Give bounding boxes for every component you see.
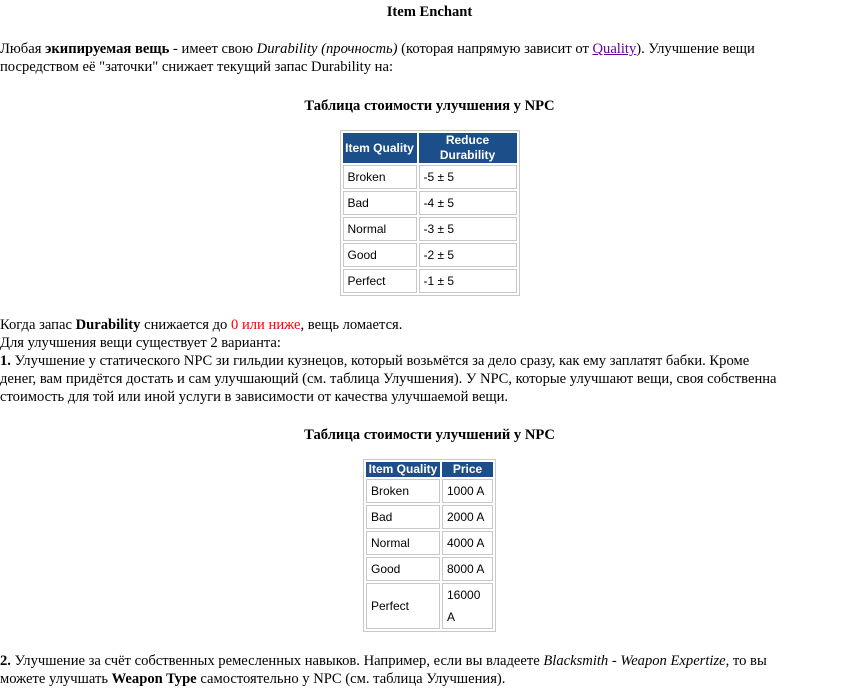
mid-paragraph [0, 316, 859, 406]
table-row [366, 479, 493, 503]
mid-line-2: Для улучшения вещи существует 2 варианта: [0, 335, 281, 351]
end-paragraph [0, 652, 859, 688]
table2-caption: Таблица стоимости улучшений у NPC [304, 427, 555, 443]
article [0, 3, 859, 688]
page-title: Item Enchant [386, 4, 473, 20]
table-cell: -2 ± 5 [419, 243, 517, 267]
mid-line-4: денег, вам придётся достать и сам улучшающий (см. таблица Улучшения). У NPC, которые улучшают вещи, своя собственна [0, 371, 777, 387]
end-text: можете улучшать [0, 671, 112, 687]
list-number: 1. [0, 353, 11, 369]
column-header: Price [442, 462, 493, 477]
intro-text: - имеет свою [169, 41, 257, 57]
table-cell: 4000 A [442, 531, 493, 555]
table-cell: Perfect [366, 583, 440, 629]
table-cell: -4 ± 5 [419, 191, 517, 215]
table-row [343, 191, 517, 215]
table-cell: Bad [343, 191, 417, 215]
durability-table [340, 130, 520, 296]
mid-line-1 [0, 316, 859, 334]
table-header-row [366, 462, 493, 477]
quality-link[interactable]: Quality [592, 41, 637, 57]
mid-text: Улучшение у статического NPC зи гильдии кузнецов, который возьмётся за дело сразу, как ему заплатят бабки. Кроме [10, 353, 750, 369]
mid-text: Когда запас [0, 317, 76, 333]
column-header: Reduce Durability [419, 133, 517, 163]
table-cell: -1 ± 5 [419, 269, 517, 293]
intro-text: Любая [0, 41, 46, 57]
table-row [343, 165, 517, 189]
table-cell: Good [366, 557, 440, 581]
table-cell: -5 ± 5 [419, 165, 517, 189]
table2-section [0, 426, 859, 632]
table-header-row [343, 133, 517, 163]
table-row [366, 531, 493, 555]
mid-line-5: стоимость для той или иной услуги в зависимости от качества улучшаемой вещи. [0, 389, 509, 405]
intro-bold: экипируемая вещь [45, 41, 170, 57]
table1-caption: Таблица стоимости улучшения у NPC [304, 98, 555, 114]
list-number: 2. [0, 653, 11, 669]
table-cell: Broken [343, 165, 417, 189]
table-row [343, 217, 517, 241]
intro-italic: Durability (прочность) [256, 41, 398, 57]
mid-bold: Durability [75, 317, 141, 333]
end-text: , то вы [725, 653, 767, 669]
table-cell: 16000 A [442, 583, 493, 629]
end-text: Улучшение за счёт собственных ремесленных навыков. Например, если вы владеете [10, 653, 544, 669]
column-header: Item Quality [366, 462, 440, 477]
table-row [343, 243, 517, 267]
mid-text: , вещь ломается. [300, 317, 403, 333]
end-line-1 [0, 652, 859, 670]
mid-text: снижается до [140, 317, 232, 333]
intro-text: (которая напрямую зависит от [397, 41, 593, 57]
end-bold: Weapon Type [111, 671, 197, 687]
table-cell: Broken [366, 479, 440, 503]
mid-red-text: 0 или ниже [231, 317, 301, 333]
table-row [366, 505, 493, 529]
table-cell: Bad [366, 505, 440, 529]
table-cell: Normal [366, 531, 440, 555]
intro-line-2: посредством её "заточки" снижает текущий запас Durability на: [0, 59, 394, 75]
table-cell: 1000 A [442, 479, 493, 503]
intro-paragraph [0, 40, 859, 76]
intro-line-1 [0, 40, 859, 58]
column-header: Item Quality [343, 133, 417, 163]
table-cell: 2000 A [442, 505, 493, 529]
table-row [366, 557, 493, 581]
table1-section [0, 97, 859, 296]
table-row [343, 269, 517, 293]
table-cell: Normal [343, 217, 417, 241]
end-line-2 [0, 670, 859, 688]
table-row [366, 583, 493, 629]
end-italic: Blacksmith - Weapon Expertize [543, 653, 726, 669]
end-text: самостоятельно у NPC (см. таблица Улучшения). [196, 671, 506, 687]
table-cell: -3 ± 5 [419, 217, 517, 241]
mid-line-3 [0, 352, 859, 370]
intro-text: ). Улучшение вещи [636, 41, 755, 57]
table-cell: Perfect [343, 269, 417, 293]
price-table [363, 459, 496, 632]
table-cell: Good [343, 243, 417, 267]
table-cell: 8000 A [442, 557, 493, 581]
